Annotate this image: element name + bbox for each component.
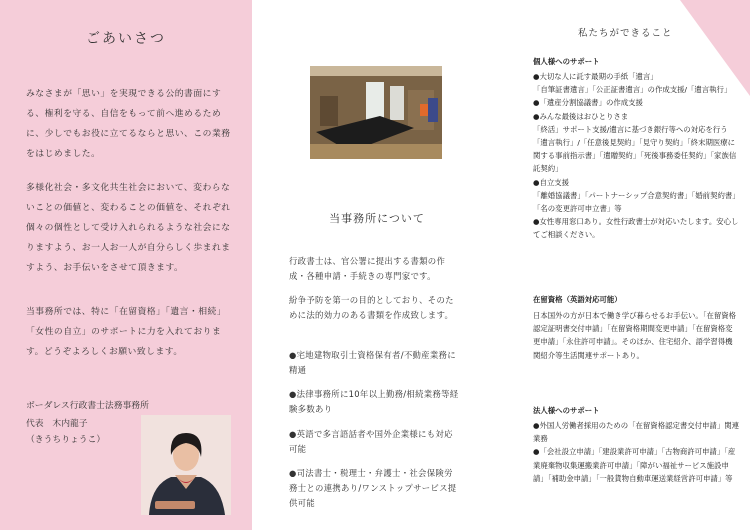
representative-portrait [141, 415, 231, 515]
services-panel [502, 0, 750, 530]
representative-reading: （きうちりょうこ） [26, 435, 106, 445]
office-intro-2: 紛争予防を第一の目的としており、そのために法的効力のある書類を作成致します。 [289, 295, 454, 320]
greeting-paragraph-1: みなさまが「思い」を実現できる公的書面にする、権利を守る、自信をもって前へ進めるために、少しでもお役に立てるならと思い、この業務をはじめました。 [26, 89, 231, 159]
greeting-title: ごあいさつ [86, 31, 166, 47]
greeting-panel [0, 0, 252, 530]
office-title: 当事務所について [329, 212, 425, 225]
office-name: ボーダレス行政書士法務事務所 [26, 401, 149, 411]
greeting-paragraph-3: 当事務所では、特に「在留資格」「遺言・相続」「女性の自立」のサポートに力を入れております。どうぞよろしくお願い致します。 [26, 307, 227, 357]
personal-support-heading: 個人様へのサポート [533, 57, 600, 66]
services-title: 私たちができること [578, 28, 673, 39]
office-point-4: ●司法書士・税理士・弁護士・社会保険労務士との連携あり/ワンストップサービス提供可能 [289, 468, 457, 508]
corporate-support-text: ●外国人労働者採用のための「在留資格認定書交付申請」関連業務 ●「会社設立申請」「建設業許可申請」「古物商許可申請」「産業廃棄物収集運搬業許可申請」「障がい福祉サービス施設申請」「補助金申請」「一般貨物自動車運送業経営許可申請」等 [533, 421, 739, 483]
visa-support-heading: 在留資格（英語対応可能） [533, 295, 622, 304]
representative-name: 代表 木内龍子 [26, 419, 88, 429]
visa-support-text: 日本国外の方が日本で働き学び暮らせるお手伝い。「在留資格認定証明書交付申請」「在留資格期間変更申請」「在留資格変更申請」「永住許可申請」。そのほか、住宅紹介、語学習得機関紹介等生活関連サポートあり。 [533, 311, 737, 360]
office-point-1: ●宅地建物取引士資格保有者/不動産業務に精通 [289, 350, 456, 375]
greeting-paragraph-2: 多様化社会・多文化共生社会において、変わらないことの価値と、変わることの価値を、それぞれ個々の個性として受け入れられるような社会になりますよう、お一人お一人が自分らしく歩まれますよう、お手伝いをさせて頂きます。 [26, 183, 231, 273]
office-photo [310, 66, 442, 159]
corporate-support-heading: 法人様へのサポート [533, 406, 600, 415]
office-point-3: ●英語で多言語話者や国外企業様にも対応可能 [289, 429, 453, 454]
personal-support-text: ●大切な人に託す最期の手紙「遺言」 「自筆証書遺言」「公正証書遺言」の作成支援/「遺言執行」 ●「遺産分割協議書」の作成支援 ●みんな最後はおひとりさま 「終活」サポート支援/遺言に基づき銀行等への対応を行う「遺言執行」/「任意後見契約」「見守り契約」「終末期医療に関する事前指示書」「遺贈契約」「死後事務委任契約」「家族信託契約」 ●自立支援 「離婚協議書」「パートナーシップ合意契約書」「婚前契約書」「名の変更許可申立書」等 ●女性専用窓口あり。女性行政書士が対応いたします。安心してご相談ください。 [533, 72, 739, 240]
office-point-2: ●法律事務所に10年以上勤務/相続業務等経験多数あり [289, 389, 459, 414]
office-intro-1: 行政書士は、官公署に提出する書類の作成・各種申請・手続きの専門家です。 [289, 256, 446, 281]
